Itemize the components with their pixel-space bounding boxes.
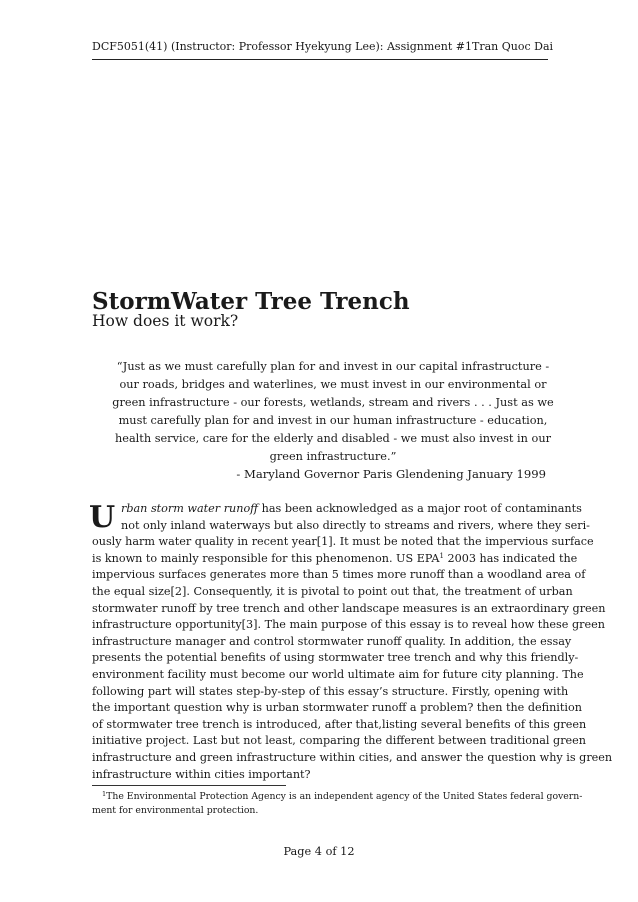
body-line: is known to mainly responsible for this phenomenon. US EPA$^1$ 2003 has indicated the [92,551,578,565]
footnote [92,790,583,818]
header-course-info: DCF5051(41) (Instructor: Professor Hyekyung Lee): Assignment #1 [92,40,473,53]
body-line: the important question why is urban stormwater runoff a problem? then the definition [92,701,582,715]
body-line: infrastructure within cities important? [92,767,311,781]
quote-attribution: - Maryland Governor Paris Glendening January 1999 [236,467,546,481]
body-line: environment facility must become our world ultimate aim for future city planning. The [92,667,584,681]
body-line: the equal size[2]. Consequently, it is pivotal to point out that, the treatment of urban [92,584,573,598]
body-line: stormwater runoff by tree trench and other landscape measures is an extraordinary green [92,601,606,615]
body-line: infrastructure and green infrastructure within cities, and answer the question why is green [92,750,613,764]
body-line: ously harm water quality in recent year[1]. It must be noted that the impervious surface [92,535,594,549]
quote-line: green infrastructure - our forests, wetlands, stream and rivers . . . Just as we [112,396,554,410]
body-line: impervious surfaces generates more than 5 times more runoff than a woodland area of [92,568,586,582]
lead-italic-phrase: rban storm water runoff [121,502,259,515]
quote-line: health service, care for the elderly and disabled - we must also invest in our [114,432,551,446]
body-line: infrastructure manager and control stormwater runoff quality. In addition, the essay [92,634,572,648]
quote-line: “Just as we must carefully plan for and invest in our capital infrastructure - [116,360,550,373]
body-line: following part will states step-by-step of this essay’s structure. Firstly, opening with [92,684,569,698]
quote-line: our roads, bridges and waterlines, we must invest in our environmental or [119,378,547,392]
quote-line: green infrastructure.” [269,450,397,464]
drop-cap: U [89,500,116,535]
epigraph-quote [112,358,554,467]
document-subtitle: How does it work? [92,312,239,330]
quote-line: must carefully plan for and invest in our human infrastructure - education, [118,414,548,428]
running-header [92,40,554,54]
body-line: of stormwater tree trench is introduced, after that,listing several benefits of this green [92,717,587,731]
footnote-line: ment for environmental protection. [92,804,259,816]
footnote-line: $^1$The Environmental Protection Agency is an independent agency of the United States federal govern- [102,790,583,802]
body-line: initiative project. Last but not least, comparing the different between traditional green [92,734,586,748]
footnote-ref[interactable]: 1 [439,551,444,560]
page-number: Page 4 of 12 [283,845,355,858]
footnote-mark: 1 [102,790,107,798]
footnote-rule [92,785,286,786]
body-line: not only inland waterways but also directly to streams and rivers, where they seri- [121,518,590,532]
body-line: presents the potential benefits of using stormwater tree trench and why this friendly- [92,651,579,665]
body-line: rban storm water runoff has been acknowledged as a major root of contaminants [121,502,582,515]
document-title: StormWater Tree Trench [92,288,410,315]
body-paragraph [92,501,613,783]
header-rule [92,59,548,60]
body-line: infrastructure opportunity[3]. The main purpose of this essay is to reveal how these green [92,618,605,632]
header-author: Tran Quoc Dai [472,40,554,53]
